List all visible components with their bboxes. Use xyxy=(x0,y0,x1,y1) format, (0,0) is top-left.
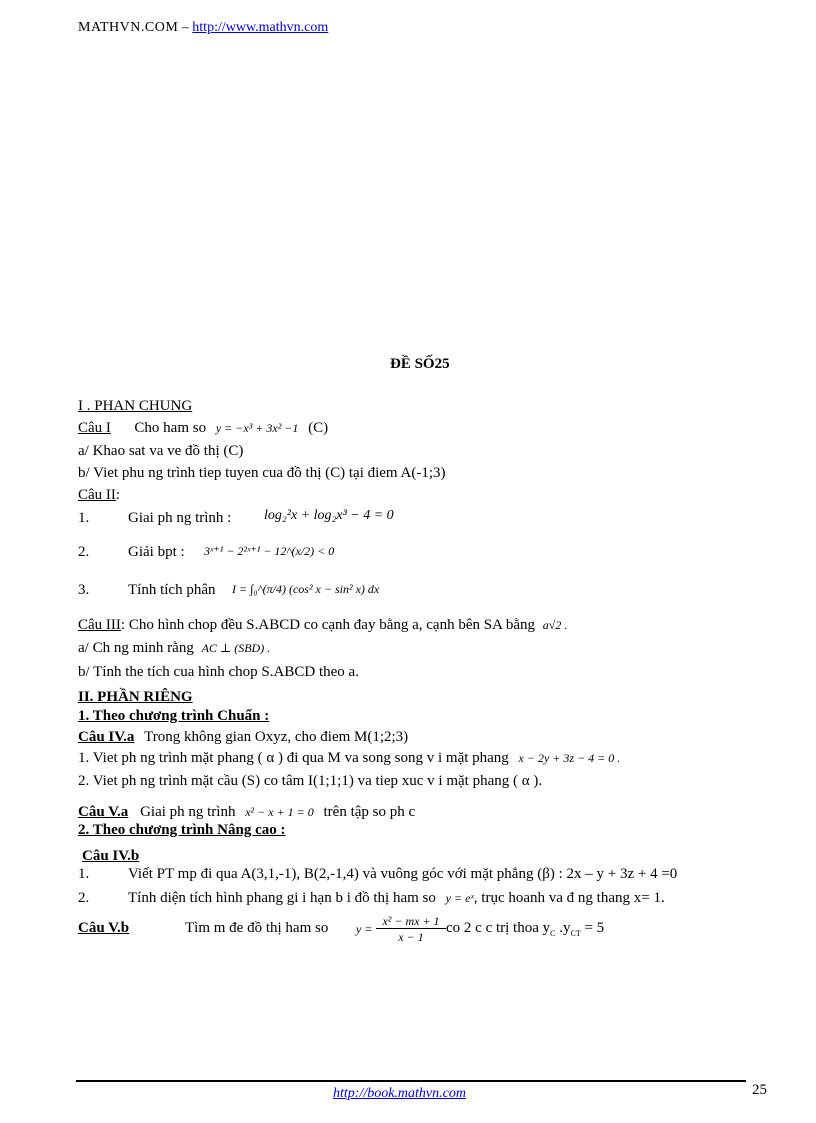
cau4a-1: 1. Viet ph ng trình mặt phang ( α ) đi qua M va song song v i mặt phang x − 2y + 3z − 4 = 0 . xyxy=(78,750,621,766)
integral: I = ∫₀^(π/4) (cos² x − sin² x) dx xyxy=(232,582,380,596)
cau3-b: b/ Tính the tích cua hình chop S.ABCD theo a. xyxy=(78,664,359,680)
cau2-label: Câu II xyxy=(78,487,116,503)
header-link[interactable]: http://www.mathvn.com xyxy=(192,20,329,35)
cau5b-line: Câu V.b Tìm m đe đồ thị ham so y = x² − mx + 1 x − 1 co 2 c c trị thoa $y_C$ $.y_{CT} = 5$ xyxy=(78,914,605,944)
cau5a-line: Câu V.a Giai ph ng trình x² − x + 1 = 0 trên tập so ph c xyxy=(78,804,416,820)
footer-link[interactable]: http://book.mathvn.com xyxy=(333,1086,466,1101)
part2-sub1: 1. Theo chương trình Chuẩn : xyxy=(78,708,270,724)
exam-title: ĐỀ SỐ25 xyxy=(390,356,450,372)
cau1-a: a/ Khao sat va ve đồ thị (C) xyxy=(78,443,244,459)
cau4b-label: Câu IV.b xyxy=(82,848,140,864)
cau4b-1: 1. Viết PT mp đi qua A(3,1,-1), B(2,-1,4) và vuông góc với mặt phẳng (β) : 2x – y + 3z + 4 =0 xyxy=(78,866,678,882)
part1-heading: I . PHAN CHUNG xyxy=(78,398,193,414)
cau2-item-3: 3. Tính tích phân I = ∫₀^(π/4) (cos² x − sin² x) dx xyxy=(78,582,380,598)
cau3-a: a/ Ch ng minh rằng AC ⊥ (SBD) . xyxy=(78,640,271,656)
cau3-formula: a√2 . xyxy=(542,618,568,632)
cau3-line: Câu III: Cho hình chop đều S.ABCD co cạnh đay bằng a, cạnh bên SA bằng a√2 . xyxy=(78,617,568,633)
cau1-label: Câu I xyxy=(78,420,111,436)
inequality: 3ˣ⁺¹ − 2²ˣ⁺¹ − 12^(x/2) < 0 xyxy=(204,544,335,558)
part2-heading: II. PHẦN RIÊNG xyxy=(78,689,193,705)
log-equation: log₂²x + log₂x³ − 4 = 0 xyxy=(264,508,394,523)
cau1-line: Câu I Cho ham so y = −x³ + 3x² −1 (C) xyxy=(78,420,329,436)
cau2-heading: Câu II: xyxy=(78,487,121,503)
cau1-formula: y = −x³ + 3x² −1 xyxy=(215,421,299,435)
cau4a-line: Câu IV.a Trong không gian Oxyz, cho điem M(1;2;3) xyxy=(78,729,409,745)
part2-sub2: 2. Theo chương trình Nâng cao : xyxy=(78,822,286,838)
cau1-b: b/ Viet phu ng trình tiep tuyen cua đồ thị (C) tại điem A(-1;3) xyxy=(78,465,446,481)
fraction: x² − mx + 1 x − 1 xyxy=(376,914,446,945)
page-number: 25 xyxy=(752,1082,767,1098)
footer-rule xyxy=(76,1080,746,1082)
header-site: MATHVN.COM xyxy=(78,20,179,35)
cau2-item-2: 2. Giải bpt : 3ˣ⁺¹ − 2²ˣ⁺¹ − 12^(x/2) < 0 xyxy=(78,544,335,560)
cau2-item-1: 1. Giai ph ng trình : log₂²x + log₂x³ − 4 = 0 xyxy=(78,508,394,526)
cau4b-2: 2. Tính diện tích hình phang gi i hạn b i đồ thị ham so y = eˣ, trục hoanh va đ ng thang x= 1. xyxy=(78,890,665,906)
page-header: MATHVN.COM – http://www.mathvn.com xyxy=(78,20,329,35)
cau4a-label: Câu IV.a xyxy=(78,729,135,745)
cau4a-2: 2. Viet ph ng trình mặt cầu (S) co tâm I(1;1;1) va tiep xuc v i mặt phang ( α ). xyxy=(78,773,543,789)
cau5b-label: Câu V.b xyxy=(78,920,130,936)
cau3-label: Câu III xyxy=(78,617,121,633)
cau5a-label: Câu V.a xyxy=(78,804,129,820)
